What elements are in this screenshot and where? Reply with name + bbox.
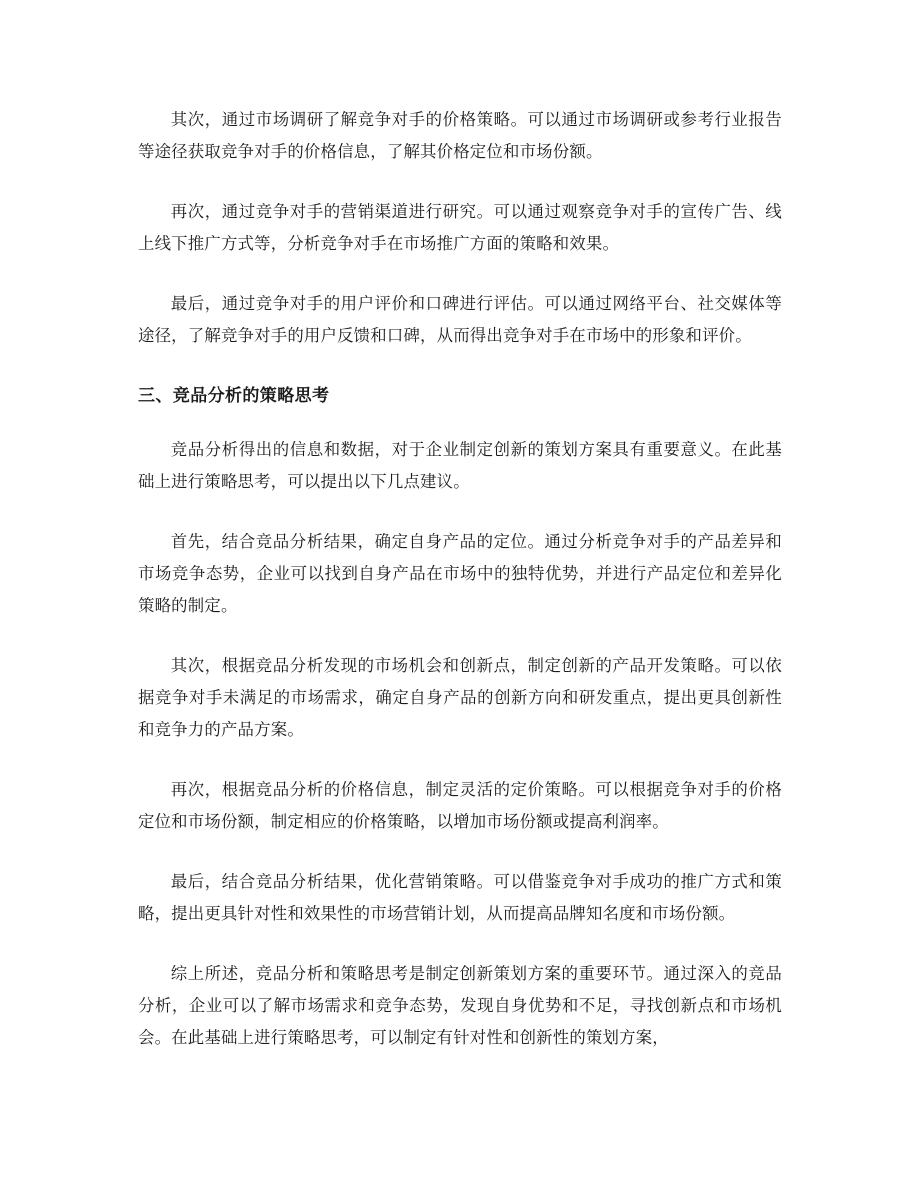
paragraph-product-development: 其次，根据竞品分析发现的市场机会和创新点，制定创新的产品开发策略。可以依据竞争对手未满足的市场需求，确定自身产品的创新方向和研发重点，提出更具创新性和竞争力的产品方案。: [138, 656, 782, 739]
paragraph-positioning: 首先，结合竞品分析结果，确定自身产品的定位。通过分析竞争对手的产品差异和市场竞争态势，企业可以找到自身产品在市场中的独特优势，并进行产品定位和差异化策略的制定。: [138, 532, 782, 615]
paragraph-marketing-channels: 再次，通过竞争对手的营销渠道进行研究。可以通过观察竞争对手的宣传广告、线上线下推广方式等，分析竞争对手在市场推广方面的策略和效果。: [138, 202, 782, 253]
paragraph-marketing: 最后，结合竞品分析结果，优化营销策略。可以借鉴竞争对手成功的推广方式和策略，提出更具针对性和效果性的市场营销计划，从而提高品牌知名度和市场份额。: [138, 872, 782, 923]
paragraph-intro: 竞品分析得出的信息和数据，对于企业制定创新的策划方案具有重要意义。在此基础上进行策略思考，可以提出以下几点建议。: [138, 440, 782, 491]
paragraph-price-strategy: 其次，通过市场调研了解竞争对手的价格策略。可以通过市场调研或参考行业报告等途径获取竞争对手的价格信息，了解其价格定位和市场份额。: [138, 110, 782, 161]
paragraph-user-reviews: 最后，通过竞争对手的用户评价和口碑进行评估。可以通过网络平台、社交媒体等途径，了解竞争对手的用户反馈和口碑，从而得出竞争对手在市场中的形象和评价。: [138, 294, 782, 345]
section-heading: 三、竞品分析的策略思考: [138, 386, 330, 406]
paragraph-summary: 综上所述，竞品分析和策略思考是制定创新策划方案的重要环节。通过深入的竞品分析，企业可以了解市场需求和竞争态势，发现自身优势和不足，寻找创新点和市场机会。在此基础上进行策略思考，可以制定有针对性和创新性的策划方案，: [138, 964, 782, 1047]
paragraph-pricing: 再次，根据竞品分析的价格信息，制定灵活的定价策略。可以根据竞争对手的价格定位和市场份额，制定相应的价格策略，以增加市场份额或提高利润率。: [138, 780, 782, 831]
